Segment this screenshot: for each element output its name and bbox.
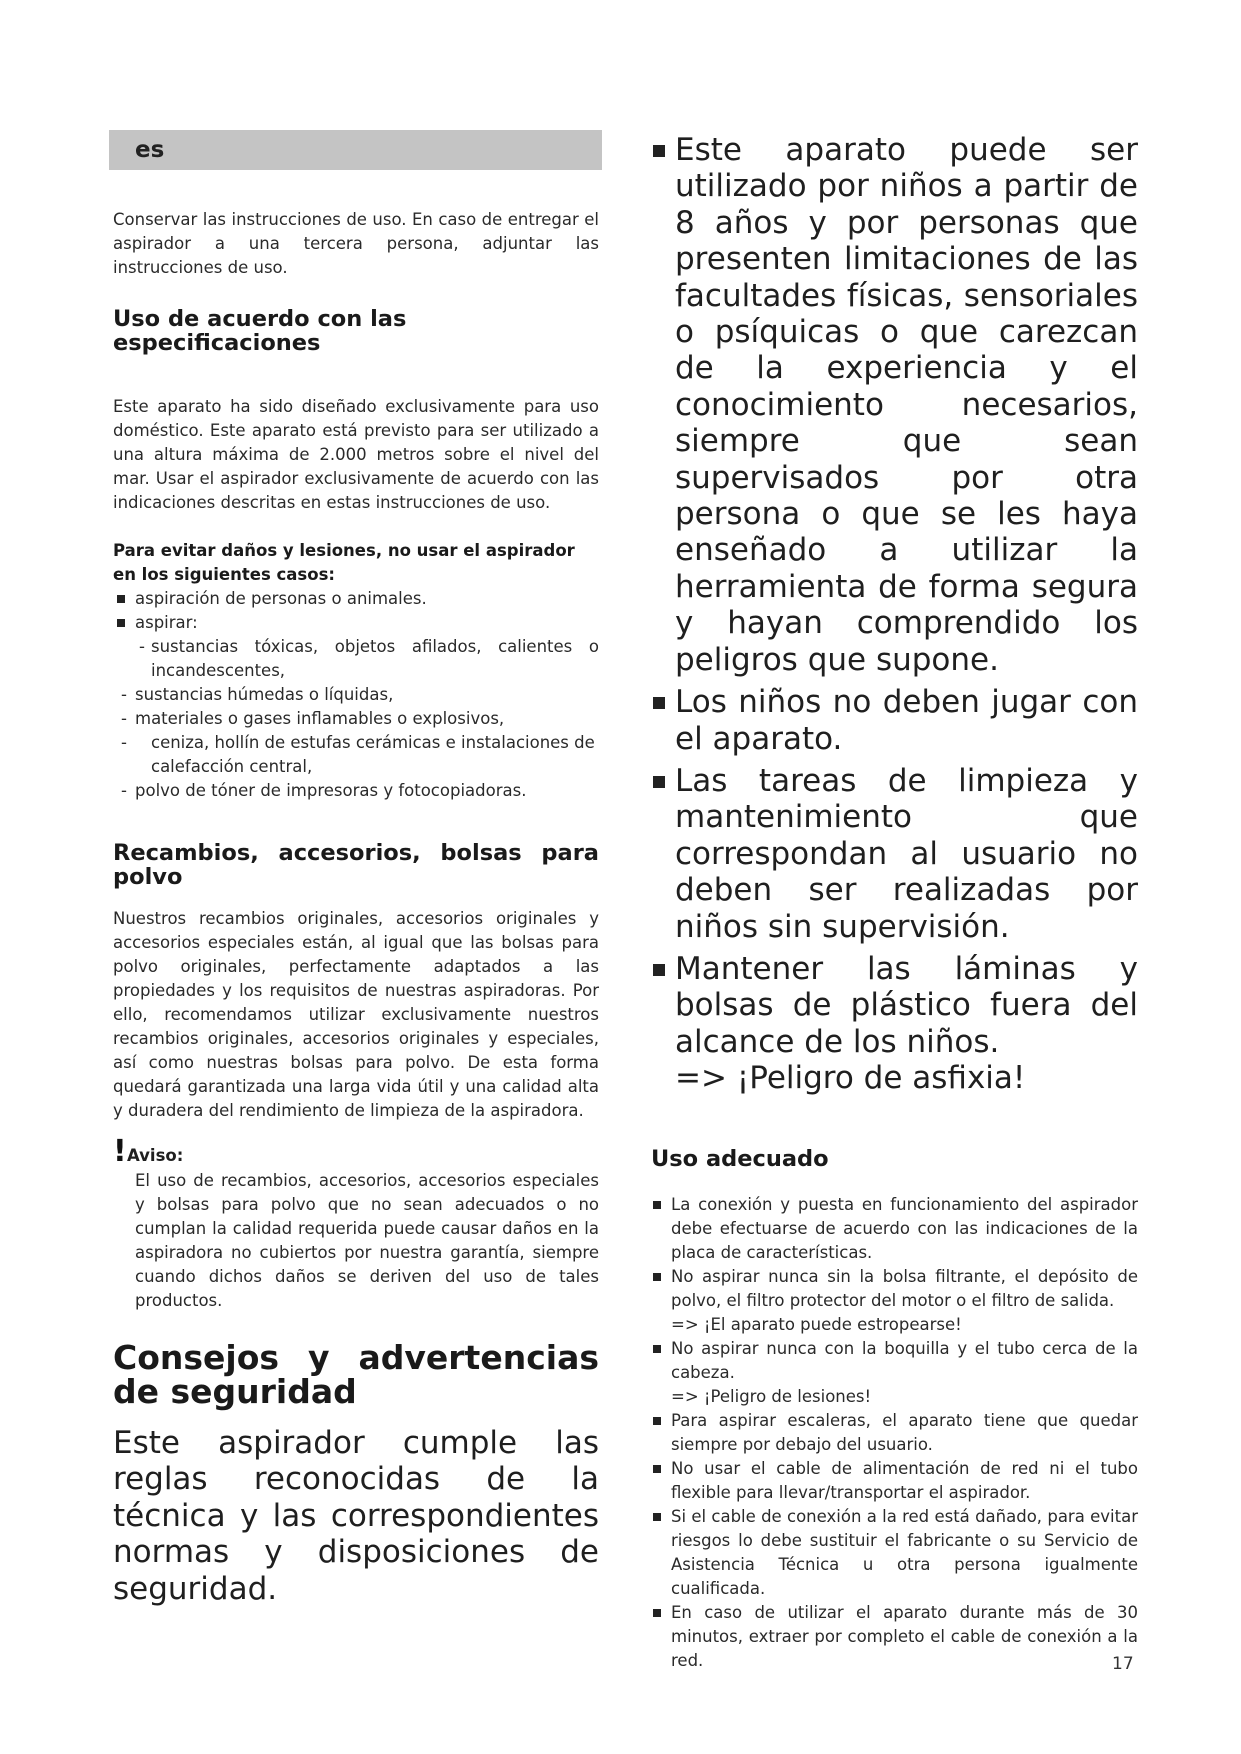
intended-use-text: Este aparato ha sido diseñado exclusivamente para uso doméstico. Este aparato está previsto para ser utilizado a una altura máxima de 2.000 metros sobre el nivel del mar. Usar el aspirador exclusivamente de acuerdo con las indicaciones descritas en estas instrucciones de uso. [113, 397, 599, 512]
warning-title: Aviso: [127, 1146, 184, 1165]
proper-use-text: En caso de utilizar el aparato durante más de 30 minutos, extraer por completo el cable de conexión a la red. [671, 1602, 1138, 1670]
proper-use-item [651, 1505, 1138, 1601]
avoid-item-label: aspirar: [135, 613, 198, 632]
proper-use-text: La conexión y puesta en funcionamiento del aspirador debe efectuarse de acuerdo con las indicaciones de la placa de características. [671, 1194, 1138, 1262]
safety-item: Las tareas de limpieza y mantenimiento que correspondan al usuario no deben ser realizadas por niños sin supervisión. [651, 763, 1138, 945]
page-number: 17 [1112, 1654, 1134, 1674]
heading-intended-use: Uso de acuerdo con las especificaciones [113, 306, 407, 356]
avoid-item: aspiración de personas o animales. [113, 587, 599, 611]
proper-use-text: No usar el cable de alimentación de red ni el tubo flexible para llevar/transportar el aspirador. [671, 1458, 1138, 1502]
safety-statement: Este aspirador cumple las reglas reconocidas de la técnica y las correspondientes normas y disposiciones de seguridad. [113, 1425, 599, 1607]
language-bar: es [109, 130, 602, 170]
proper-use-item [651, 1601, 1138, 1673]
warning-icon: ! [113, 1134, 127, 1169]
safety-item [651, 951, 1138, 1097]
asphyxia-note: => ¡Peligro de asfixia! [675, 1060, 1026, 1097]
proper-use-text: No aspirar nunca con la boquilla y el tubo cerca de la cabeza. [671, 1338, 1138, 1382]
proper-use-item [651, 1265, 1138, 1337]
aspirar-subitem: - sustancias húmedas o líquidas, [113, 683, 599, 707]
proper-use-text: Para aspirar escaleras, el aparato tiene que quedar siempre por debajo del usuario. [671, 1410, 1138, 1454]
aspirar-subitem: - sustancias tóxicas, objetos afilados, calientes o incandescentes, [113, 635, 599, 683]
intro-text: Conservar las instrucciones de uso. En caso de entregar el aspirador a una tercera persona, adjuntar las instrucciones de uso. [113, 210, 599, 277]
aspirar-sublist [113, 635, 599, 803]
avoid-item [113, 611, 599, 635]
proper-use-item [651, 1409, 1138, 1457]
proper-use-item [651, 1193, 1138, 1265]
proper-use-text: No aspirar nunca sin la bolsa filtrante, el depósito de polvo, el filtro protector del motor o el filtro de salida. [671, 1266, 1138, 1310]
safety-item-text: Mantener las láminas y bolsas de plástico fuera del alcance de los niños. [675, 950, 1138, 1060]
proper-use-note: => ¡El aparato puede estropearse! [671, 1314, 962, 1334]
avoid-heading: Para evitar daños y lesiones, no usar el aspirador en los siguientes casos: [113, 541, 575, 584]
heading-spare-parts: Recambios, accesorios, bolsas para polvo [113, 840, 599, 890]
aspirar-subitem: - materiales o gases inflamables o explosivos, [113, 707, 599, 731]
aspirar-subitem: - polvo de tóner de impresoras y fotocopiadoras. [113, 779, 599, 803]
heading-proper-use: Uso adecuado [651, 1145, 829, 1172]
avoid-list [113, 587, 599, 635]
proper-use-item [651, 1457, 1138, 1505]
proper-use-list [651, 1193, 1138, 1673]
safety-item: Este aparato puede ser utilizado por niños a partir de 8 años y por personas que presenten limitaciones de las facultades físicas, sensoriales o psíquicas o que carezcan de la experiencia y el conocimiento necesarios, siempre que sean supervisados por otra persona o que se les haya enseñado a utilizar la herramienta de forma segura y hayan comprendido los peligros que supone. [651, 132, 1138, 678]
proper-use-text: Si el cable de conexión a la red está dañado, para evitar riesgos lo debe sustituir el fabricante o su Servicio de Asistencia Técnica u otra persona igualmente cualificada. [671, 1506, 1138, 1598]
proper-use-note: => ¡Peligro de lesiones! [671, 1386, 872, 1406]
children-safety-list [651, 132, 1138, 1097]
heading-safety: Consejos y advertencias de seguridad [113, 1338, 599, 1411]
proper-use-item [651, 1337, 1138, 1409]
aspirar-subitem: - ceniza, hollín de estufas cerámicas e instalaciones de calefacción central, [113, 731, 599, 779]
safety-item: Los niños no deben jugar con el aparato. [651, 684, 1138, 757]
left-column [113, 208, 599, 1607]
spare-parts-text: Nuestros recambios originales, accesorios originales y accesorios especiales están, al igual que las bolsas para polvo originales, perfectamente adaptados a las propiedades y los requisitos de nuestras aspiradoras. Por ello, recomendamos utilizar exclusivamente nuestros recambios originales, accesorios originales y especiales, así como nuestras bolsas para polvo. De esta forma quedará garantizada una larga vida útil y una calidad alta y duradera del rendimiento de limpieza de la aspiradora. [113, 909, 599, 1120]
warning-box [113, 1134, 599, 1313]
right-column [651, 132, 1138, 1673]
warning-text: El uso de recambios, accesorios, accesorios especiales y bolsas para polvo que no sean adecuados o no cumplan la calidad requerida puede causar daños en la aspiradora no cubiertos por nuestra garantía, siempre cuando dichos daños se deriven del uso de tales productos. [135, 1171, 599, 1310]
